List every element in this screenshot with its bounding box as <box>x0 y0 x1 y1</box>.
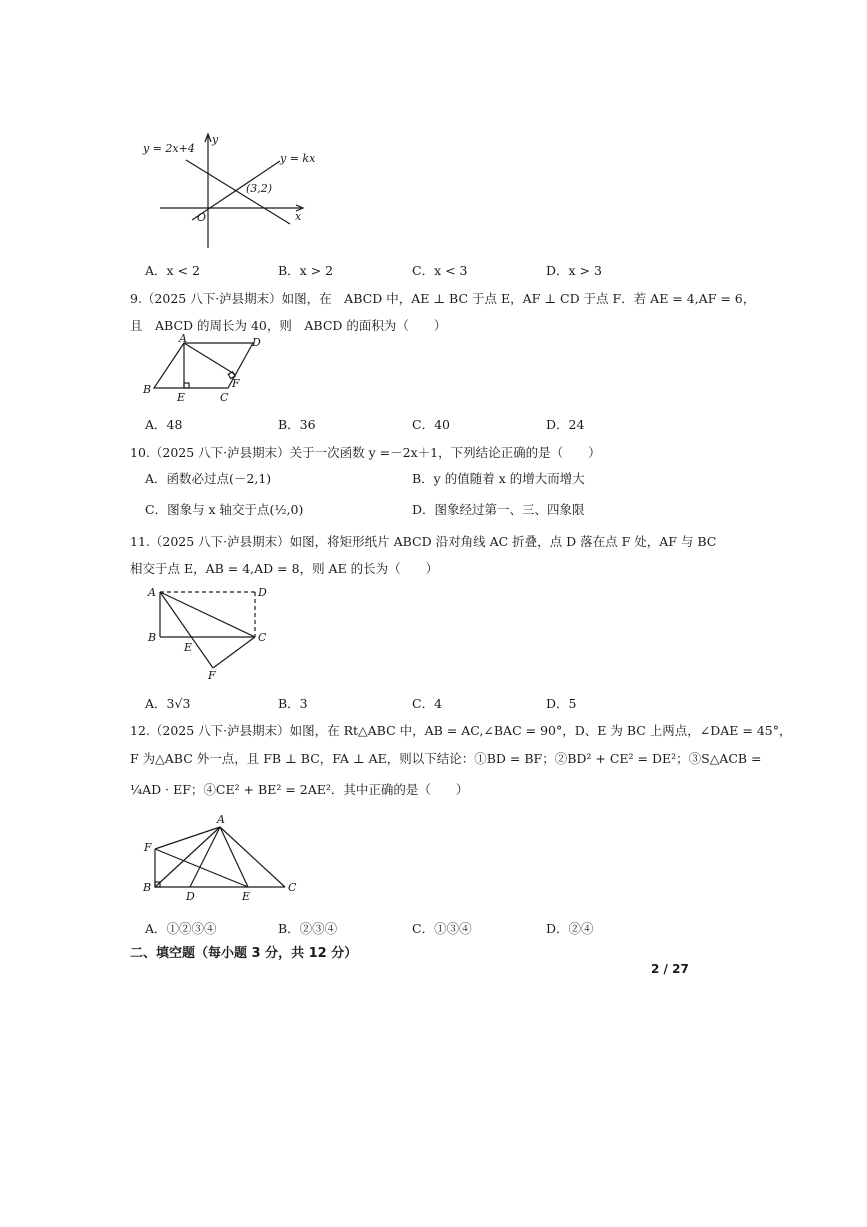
q10-option-a: A．函数必过点(－2,1) <box>145 471 272 486</box>
q12-label-c: C <box>288 881 297 894</box>
q11-segment-fc <box>213 637 255 668</box>
q10-text-line1: 10.（2025 八下·泸县期末）关于一次函数 y =－2x＋1，下列结论正确的是（ ） <box>130 445 601 460</box>
q11-label-e: E <box>184 641 193 654</box>
q12-option-a: A．①②③④ <box>145 921 217 936</box>
q12-label-d: D <box>186 890 195 903</box>
q12-label-a: A <box>217 813 225 826</box>
q12-option-d: D．②④ <box>546 921 594 936</box>
q10-option-b: B．y 的值随着 x 的增大而增大 <box>412 471 585 486</box>
q11-option-b: B．3 <box>278 696 308 711</box>
q12-text-line1: 12.（2025 八下·泸县期末）如图，在 Rt△ABC 中，AB = AC,∠BAC = 90°，D、E 为 BC 上两点，∠DAE = 45°， <box>130 723 792 738</box>
q12-option-b: B．②③④ <box>278 921 338 936</box>
q8-graph-figure <box>140 130 316 255</box>
q12-option-c: C．①③④ <box>412 921 472 936</box>
q8-option-a: A．x < 2 <box>145 263 200 278</box>
q8-label-origin: O <box>197 211 207 224</box>
page-number: 2 / 27 <box>651 962 689 976</box>
q11-label-d: D <box>258 586 267 599</box>
q8-option-d: D．x > 3 <box>546 263 602 278</box>
q9-label-d: D <box>252 336 261 349</box>
q8-label-x: x <box>295 210 302 223</box>
q12-side-ab <box>155 827 220 887</box>
q12-text-line3: ¼AD · EF；④CE² + BE² = 2AE²．其中正确的是（ ） <box>130 782 469 797</box>
q8-label-y: y <box>212 133 219 146</box>
section-2-heading: 二、填空题（每小题 3 分，共 12 分） <box>130 946 358 961</box>
q10-option-c: C．图象与 x 轴交于点(½,0) <box>145 502 304 517</box>
q9-segment-af <box>184 343 236 375</box>
q8-option-b: B．x > 2 <box>278 263 334 278</box>
q8-label-kx: y = kx <box>280 152 316 165</box>
q12-triangle-figure <box>140 812 305 904</box>
q12-segment-ae <box>220 827 248 887</box>
q10-option-d: D．图象经过第一、三、四象限 <box>412 502 585 517</box>
q8-label-point: (3,2) <box>246 182 273 195</box>
q9-label-f: F <box>232 377 240 390</box>
q9-option-d: D．24 <box>546 417 585 432</box>
q9-option-c: C．40 <box>412 417 450 432</box>
q11-option-d: D．5 <box>546 696 577 711</box>
q11-label-f: F <box>208 669 216 682</box>
q9-text-line2: 且 ABCD 的周长为 40，则 ABCD 的面积为（ ） <box>130 318 447 333</box>
q9-label-e: E <box>177 391 186 404</box>
q12-label-b: B <box>143 881 152 894</box>
q11-label-a: A <box>148 586 156 599</box>
q11-label-b: B <box>148 631 157 644</box>
q8-option-c: C．x < 3 <box>412 263 468 278</box>
q11-segment-af <box>160 592 213 668</box>
q9-right-angle-e <box>184 383 189 388</box>
q11-text-line2: 相交于点 E，AB = 4,AD = 8，则 AE 的长为（ ） <box>130 561 439 576</box>
q8-label-2x4: y = 2x+4 <box>143 142 195 155</box>
q11-label-c: C <box>258 631 267 644</box>
q12-segment-fe <box>155 849 248 887</box>
q9-label-b: B <box>143 383 152 396</box>
q11-diagonal-ac <box>160 592 255 637</box>
q9-option-b: B．36 <box>278 417 316 432</box>
q9-parallelogram-figure <box>140 333 270 405</box>
q11-text-line1: 11.（2025 八下·泸县期末）如图，将矩形纸片 ABCD 沿对角线 AC 折叠，点 D 落在点 F 处，AF 与 BC <box>130 534 717 549</box>
q9-text-line1: 9.（2025 八下·泸县期末）如图，在 ABCD 中，AE ⊥ BC 于点 E，AF ⊥ CD 于点 F．若 AE = 4,AF = 6， <box>130 291 756 306</box>
q12-side-ac <box>220 827 285 887</box>
q9-label-a: A <box>179 332 187 345</box>
q11-rectangle-figure <box>142 582 277 682</box>
q11-option-c: C．4 <box>412 696 443 711</box>
q9-label-c: C <box>220 391 229 404</box>
q11-option-a: A．3√3 <box>145 696 191 711</box>
q12-label-e: E <box>242 890 251 903</box>
q12-text-line2: F 为△ABC 外一点，且 FB ⊥ BC，FA ⊥ AE，则以下结论：①BD = BF；②BD² + CE² = DE²；③S△ACB = <box>130 751 762 766</box>
q12-label-f: F <box>144 841 152 854</box>
q9-option-a: A．48 <box>145 417 183 432</box>
